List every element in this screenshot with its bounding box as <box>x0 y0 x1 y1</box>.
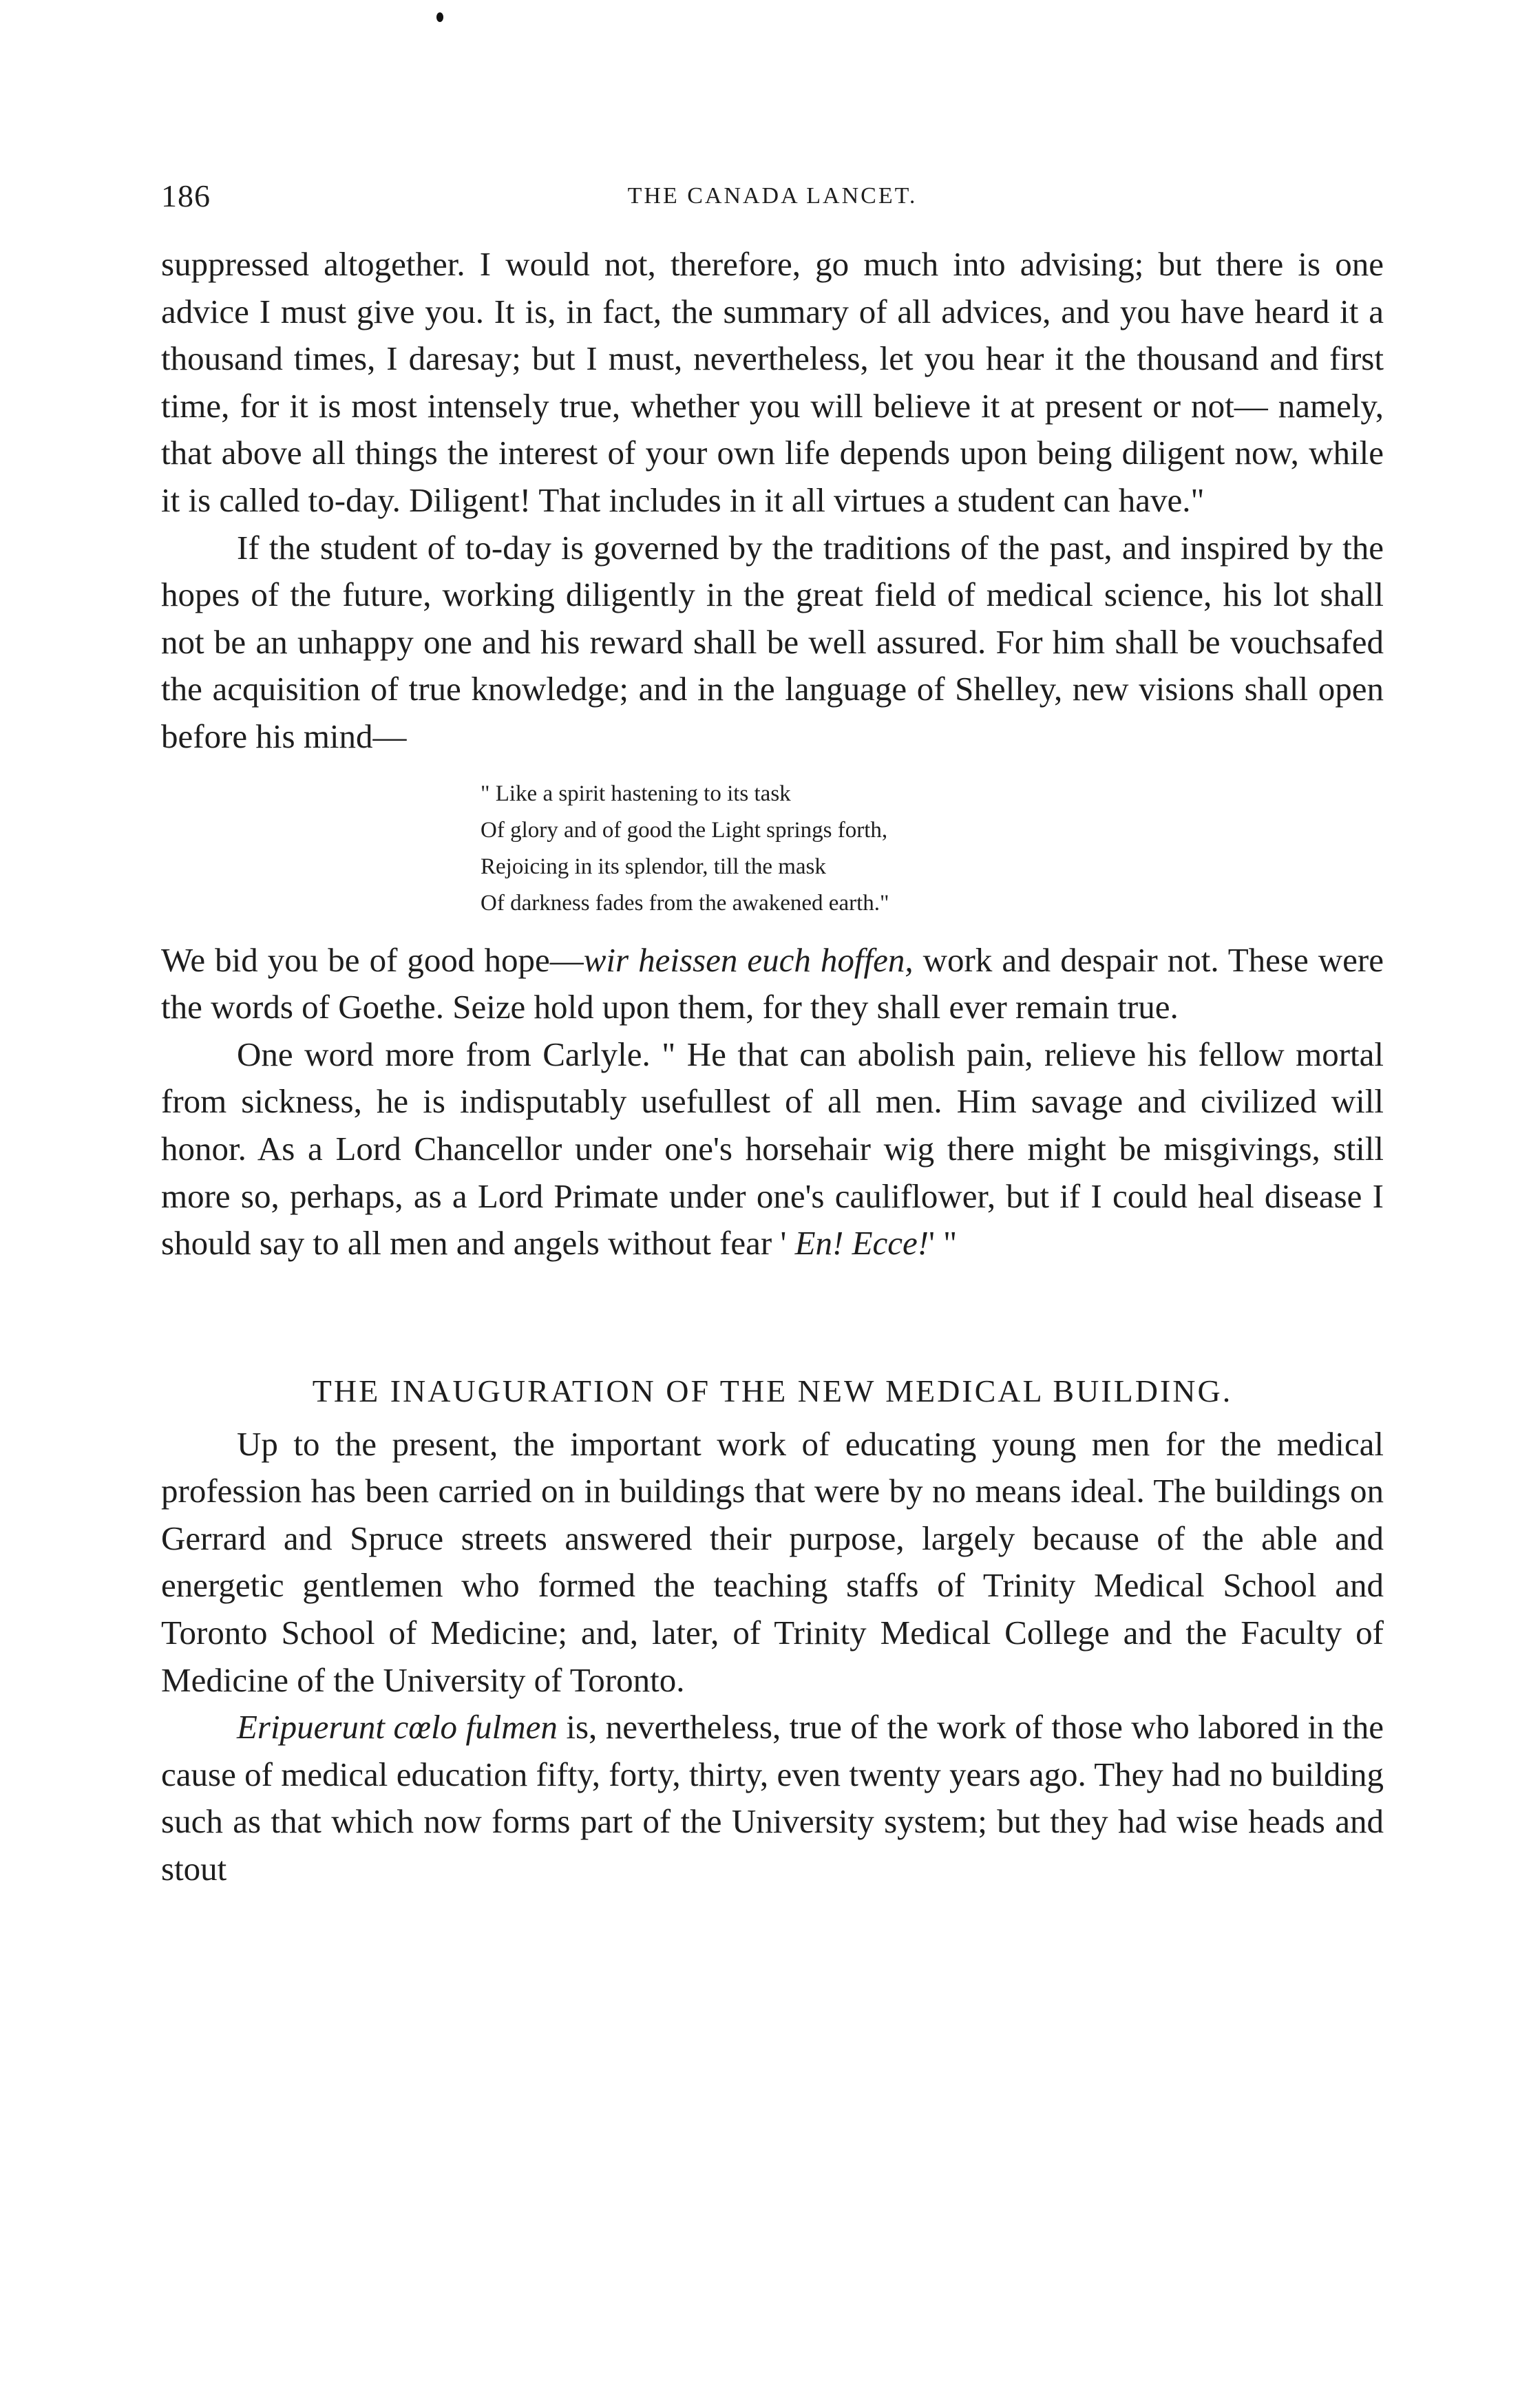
text-run: One word more from Carlyle. " He that can abolish pain, relieve his fellow mortal from sickness, he is indisputably usefullest of all men. Him savage and civilized will honor. As a Lord Chancellor under one's horsehair wig there might be misgivings, still more so, perhaps, as a Lord Primate under one's cauliflower, but if I could heal disease I should say to all men and angels without fear ' <box>161 1035 1384 1263</box>
document-page <box>161 0 1384 2406</box>
running-head: THE CANADA LANCET. <box>627 183 918 209</box>
page-header <box>161 178 1384 219</box>
italic-phrase: En! Ecce! <box>794 1224 929 1263</box>
italic-phrase: Eripuerunt cœlo fulmen <box>237 1708 558 1747</box>
paragraph-buildings: Up to the present, the important work of educating young men for the medical profession has been carried on in buildings that were by no means ideal. The buildings on Gerrard and Spruce streets answered their purpose, largely because of the able and energetic gentlemen who formed the teaching staffs of Trinity Medical School and Toronto School of Medicine; and, later, of Trinity Medical College and the Faculty of Medicine of the University of Toronto. <box>161 1424 1384 1699</box>
paragraph-student: If the student of to-day is governed by the traditions of the past, and inspired by the hopes of the future, working diligently in the great field of medical science, his lot shall not be an unhappy one and his reward shall be well assured. For him shall be vouchsafed the acquisition of true knowledge; and in the language of Shelley, new visions shall open before his mind— <box>161 528 1384 755</box>
poem-line: Of glory and of good the Light springs forth, <box>481 817 888 843</box>
poem-line: Rejoicing in its splendor, till the mask <box>481 854 826 879</box>
poem-line: Of darkness fades from the awakened earth." <box>481 890 889 916</box>
poem-line: " Like a spirit hastening to its task <box>481 781 791 806</box>
body-text <box>161 241 1384 1893</box>
section-heading: THE INAUGURATION OF THE NEW MEDICAL BUILDING. <box>312 1373 1233 1408</box>
paragraph-continued-quote: suppressed altogether. I would not, therefore, go much into advising; but there is one advice I must give you. It is, in fact, the summary of all advices, and you have heard it a thousand times, I daresay; but I must, nevertheless, let you hear it the thousand and first time, for it is most intensely true, whether you will believe it at present or not— namely, that above all things the interest of your own life depends upon being diligent now, while it is called to-day. Diligent! That includes in it all virtues a student can have." <box>161 245 1384 519</box>
italic-phrase: wir heissen euch hoffen, <box>583 940 914 979</box>
ink-speck <box>436 12 443 22</box>
page-number: 186 <box>161 178 211 213</box>
shelley-poem <box>481 776 1384 922</box>
text-run: ' " <box>929 1224 958 1263</box>
paragraph-eripuerunt <box>161 1704 1384 1892</box>
paragraph-goethe <box>161 937 1384 1031</box>
paragraph-carlyle <box>161 1031 1384 1267</box>
text-run: work and despair not. These were the words of Goethe. Seize hold upon them, for they shall ever remain true. <box>161 940 1384 1026</box>
text-run: We bid you be of good hope— <box>161 940 584 979</box>
text-run: is, nevertheless, true of the work of those who labored in the cause of medical education fifty, forty, thirty, even twenty years ago. They had no building such as that which now forms part of the University system; but they had wise heads and stout <box>161 1708 1384 1888</box>
